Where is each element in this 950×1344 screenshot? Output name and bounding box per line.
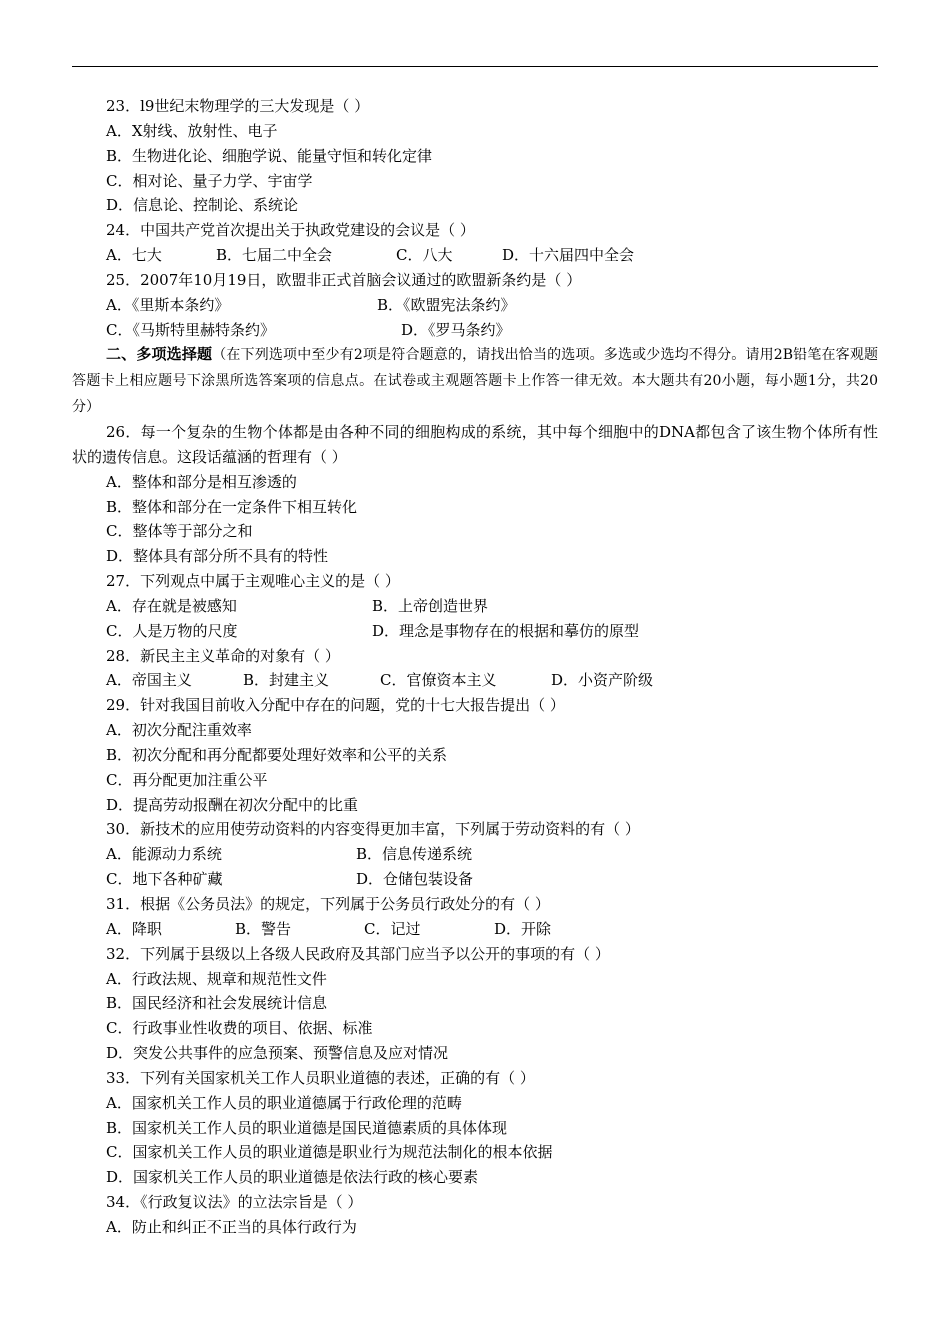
question-25-option-c: C．《马斯特里赫特条约》 [106, 320, 275, 339]
question-27-option-c: C．人是万物的尺度 [106, 621, 238, 640]
question-33-option-c: C．国家机关工作人员的职业道德是职业行为规范法制化的根本依据 [106, 1143, 553, 1162]
question-29-option-b: B．初次分配和再分配都要处理好效率和公平的关系 [106, 745, 448, 764]
question-25-options-row1 [72, 293, 878, 318]
question-28-option-a: A．帝国主义 [106, 671, 192, 690]
question-29-option-a: A．初次分配注重效率 [106, 721, 252, 740]
question-27-option-d: D．理念是事物存在的根据和摹仿的原型 [372, 621, 640, 640]
question-28-option-c: C．官僚资本主义 [380, 671, 497, 690]
question-30-option-c: C．地下各种矿藏 [106, 870, 223, 889]
question-29-stem: 29．针对我国目前收入分配中存在的问题，党的十七大报告提出（ ） [106, 696, 565, 715]
question-30-options-row1 [72, 842, 878, 867]
header-rule [72, 66, 878, 67]
question-32-option-c: C．行政事业性收费的项目、依据、标准 [106, 1019, 373, 1038]
question-27-options-row1 [72, 594, 878, 619]
question-27-option-b: B．上帝创造世界 [372, 596, 489, 615]
question-32-stem: 32．下列属于县级以上各级人民政府及其部门应当予以公开的事项的有（ ） [106, 944, 610, 963]
question-25-option-a: A．《里斯本条约》 [106, 295, 230, 314]
section-2-title: 二、多项选择题 [106, 345, 213, 364]
question-32-option-a: A．行政法规、规章和规范性文件 [106, 969, 327, 988]
question-27-stem: 27．下列观点中属于主观唯心主义的是（ ） [106, 572, 400, 591]
question-30-options-row2 [72, 867, 878, 892]
question-23-stem: 23．l9世纪末物理学的三大发现是（ ） [106, 97, 370, 115]
question-25-stem: 25．2007年10月19日，欧盟非正式首脑会议通过的欧盟新条约是（ ） [106, 270, 582, 289]
question-33-stem: 33．下列有关国家机关工作人员职业道德的表述，正确的有（ ） [106, 1068, 535, 1087]
question-30-stem: 30．新技术的应用使劳动资料的内容变得更加丰富，下列属于劳动资料的有（ ） [106, 820, 640, 839]
question-24-option-b: B．七届二中全会 [216, 246, 333, 265]
exam-content [72, 94, 878, 1240]
question-26-option-a: A．整体和部分是相互渗透的 [106, 472, 297, 491]
question-33-option-b: B．国家机关工作人员的职业道德是国民道德素质的具体体现 [106, 1118, 508, 1137]
question-34-stem: 34．《行政复议法》的立法宗旨是（ ） [106, 1193, 363, 1212]
question-30-option-a: A．能源动力系统 [106, 845, 222, 864]
question-28-options [72, 668, 878, 693]
question-25-option-b: B．《欧盟宪法条约》 [377, 295, 516, 314]
question-27-option-a: A．存在就是被感知 [106, 596, 237, 615]
question-31-option-d: D．开除 [494, 919, 552, 938]
question-23-option-c: C．相对论、量子力学、宇宙学 [106, 171, 313, 190]
section-2-note: （在下列选项中至少有2项是符合题意的，请找出恰当的选项。多选或少选均不得分。请用2B铅笔在客观题答题卡上相应题号下涂黑所选答案项的信息点。在试卷或主观题答题卡上作答一律无效。本大题共有20小题，每小题1分，共20分） [72, 347, 878, 416]
question-26-option-b: B．整体和部分在一定条件下相互转化 [106, 497, 358, 516]
question-33-option-a: A．国家机关工作人员的职业道德属于行政伦理的范畴 [106, 1093, 462, 1112]
question-24-option-a: A．七大 [106, 246, 162, 265]
question-29-option-c: C．再分配更加注重公平 [106, 770, 268, 789]
section-2-header [72, 342, 878, 420]
question-31-option-a: A．降职 [106, 919, 162, 938]
question-24-option-d: D．十六届四中全会 [502, 246, 635, 265]
question-30-option-b: B．信息传递系统 [356, 845, 473, 864]
question-28-option-d: D．小资产阶级 [551, 671, 654, 690]
question-28-stem: 28．新民主主义革命的对象有（ ） [106, 646, 340, 665]
question-32-option-b: B．国民经济和社会发展统计信息 [106, 994, 328, 1013]
question-31-stem: 31．根据《公务员法》的规定，下列属于公务员行政处分的有（ ） [106, 895, 550, 913]
question-31-options [72, 917, 878, 942]
question-31-option-b: B．警告 [235, 919, 292, 938]
question-26-option-d: D．整体具有部分所不具有的特性 [106, 547, 329, 566]
question-25-options-row2 [72, 318, 878, 343]
question-25-option-d: D．《罗马条约》 [401, 320, 511, 339]
question-24-options [72, 243, 878, 268]
question-26-option-c: C．整体等于部分之和 [106, 522, 253, 541]
question-34-option-a: A．防止和纠正不正当的具体行政行为 [106, 1217, 357, 1236]
question-32-option-d: D．突发公共事件的应急预案、预警信息及应对情况 [106, 1044, 449, 1063]
question-33-option-d: D．国家机关工作人员的职业道德是依法行政的核心要素 [106, 1168, 479, 1187]
question-23-option-d: D．信息论、控制论、系统论 [106, 196, 299, 215]
question-24-stem: 24．中国共产党首次提出关于执政党建设的会议是（ ） [106, 221, 475, 240]
question-31-option-c: C．记过 [364, 919, 421, 938]
question-23-option-b: B．生物进化论、细胞学说、能量守恒和转化定律 [106, 146, 433, 165]
question-30-option-d: D．仓储包装设备 [356, 870, 474, 889]
question-28-option-b: B．封建主义 [243, 671, 330, 690]
question-26-stem: 26．每一个复杂的生物个体都是由各种不同的细胞构成的系统，其中每个细胞中的DNA都包含了该生物个体所有性状的遗传信息。这段话蕴涵的哲理有（ ） [72, 422, 878, 466]
question-27-options-row2 [72, 619, 878, 644]
question-24-option-c: C．八大 [396, 246, 453, 265]
question-23-option-a: A．X射线、放射性、电子 [106, 121, 278, 140]
question-29-option-d: D．提高劳动报酬在初次分配中的比重 [106, 795, 359, 814]
